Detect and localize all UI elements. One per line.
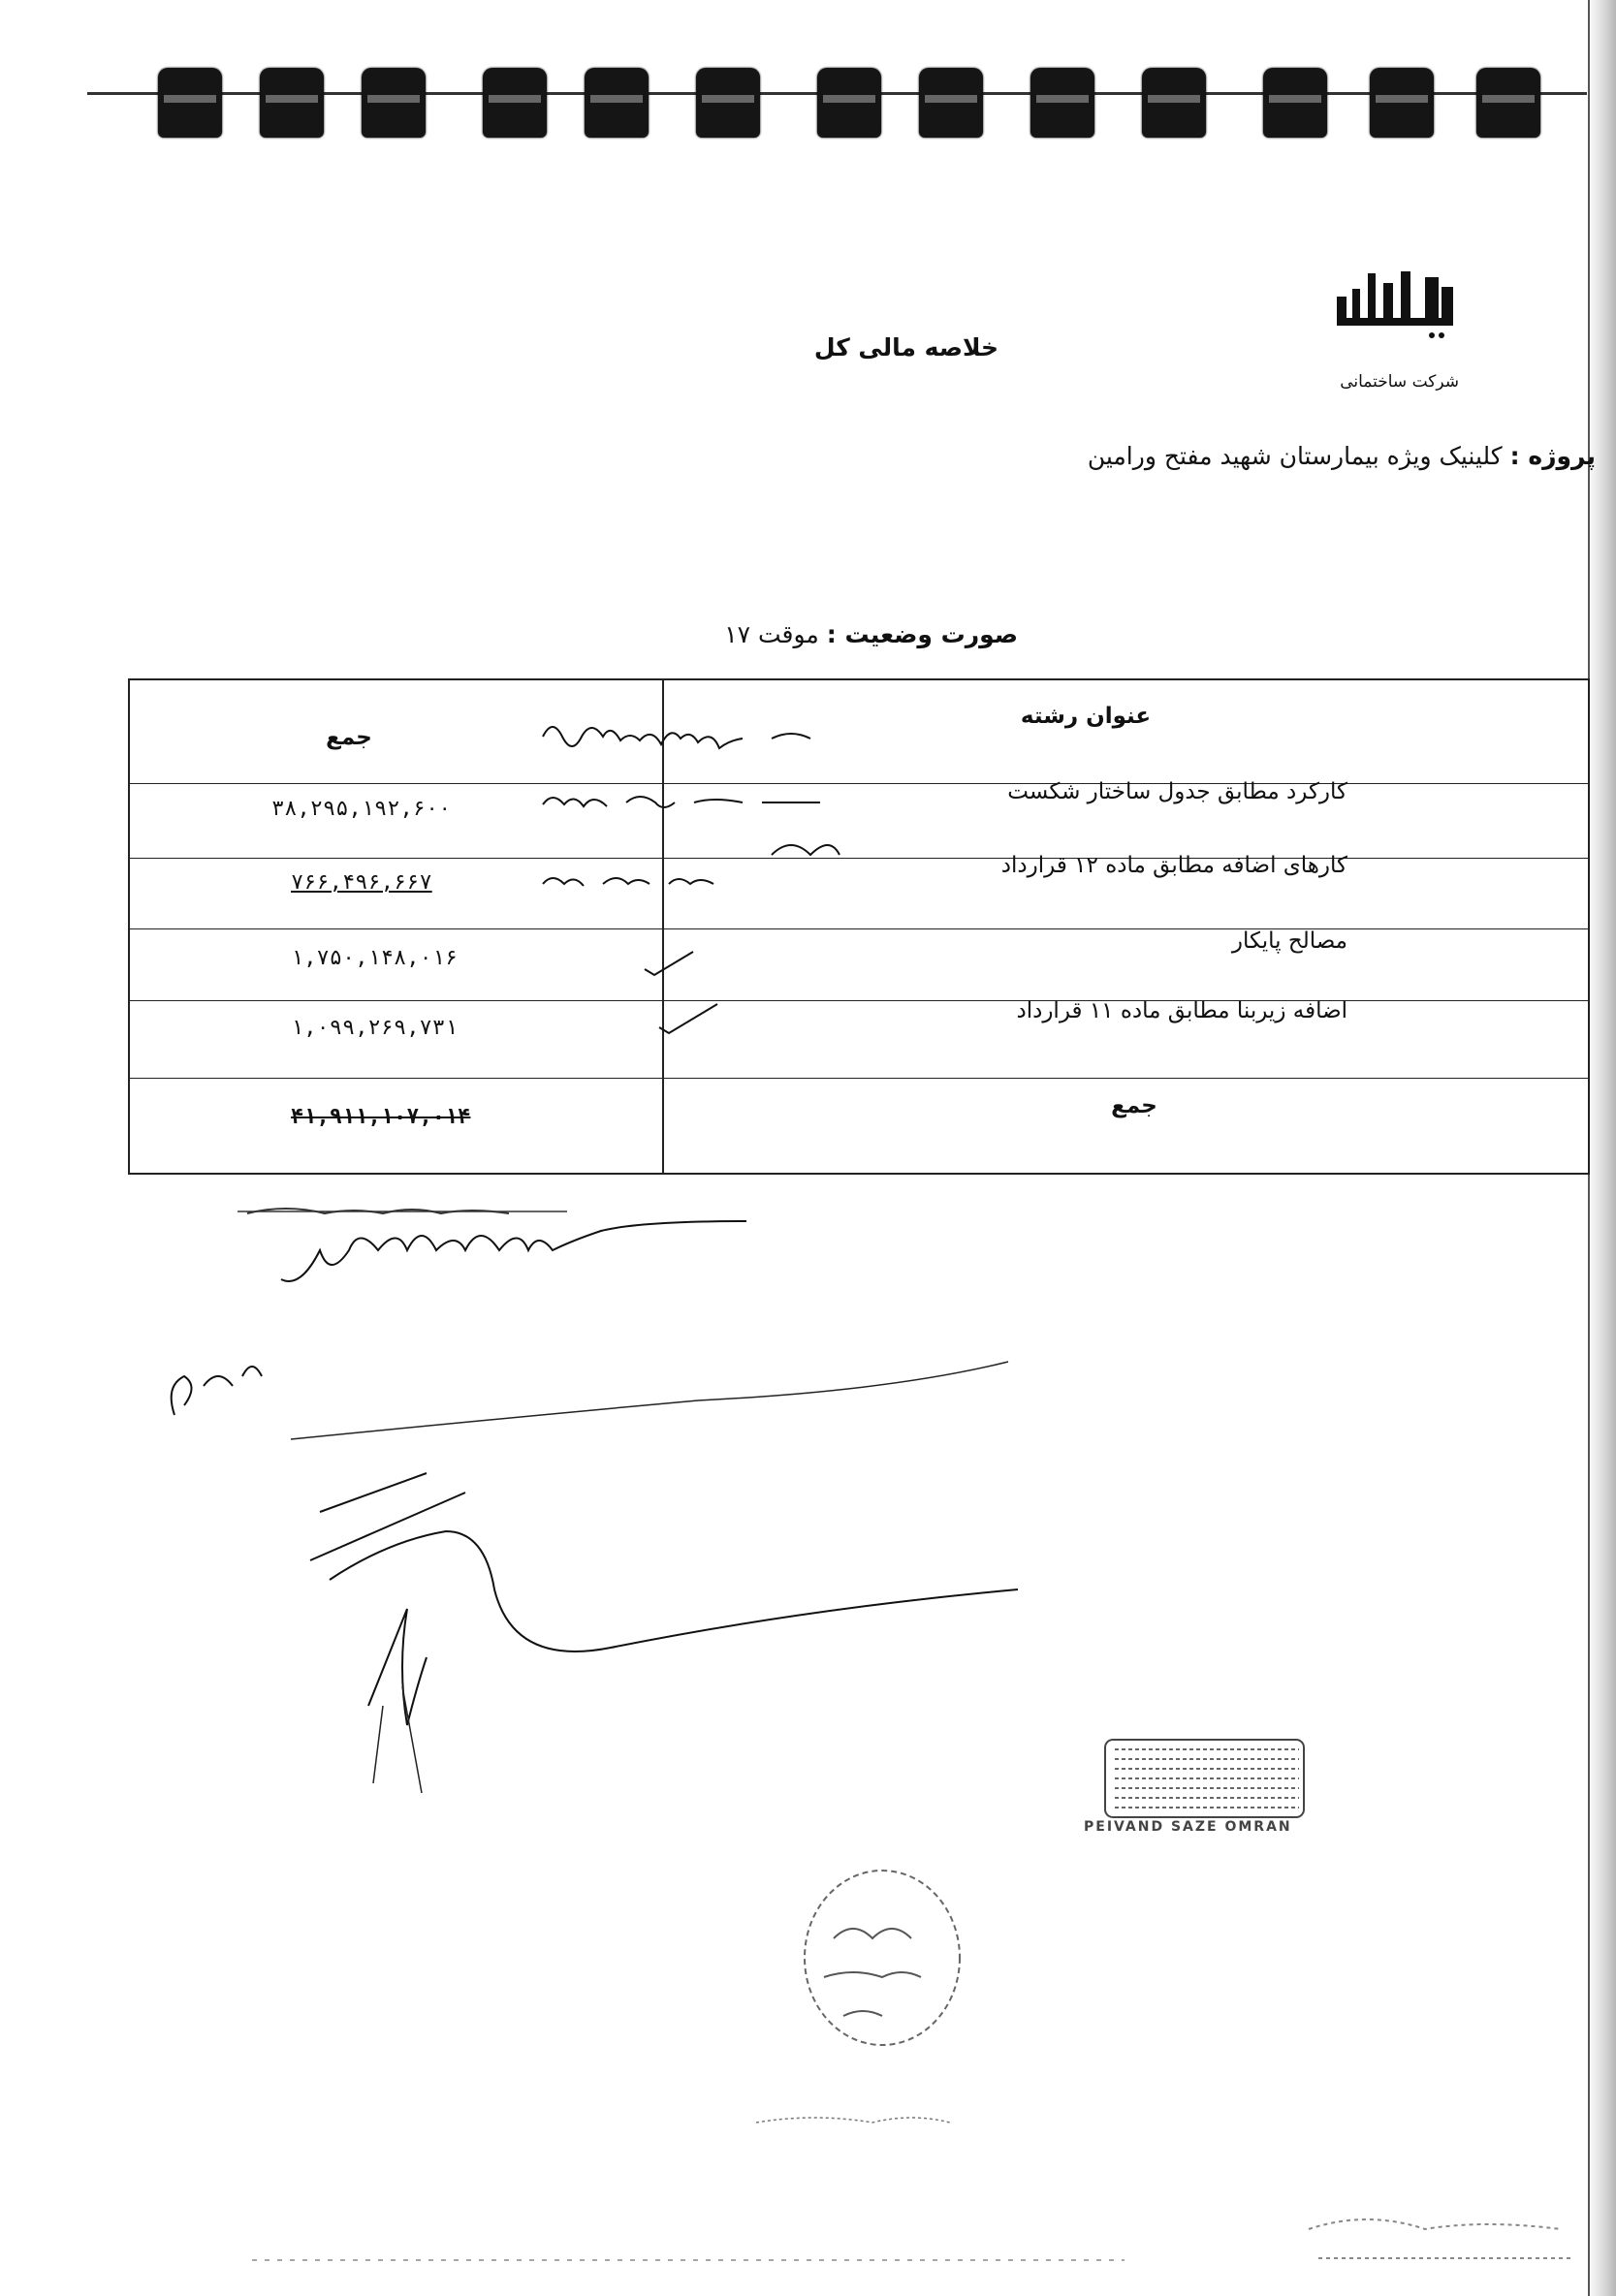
table-row-title: مصالح پایکار [1231,928,1347,954]
status-label: صورت وضعیت : [826,620,1018,648]
project-value: کلینیک ویژه بیمارستان شهید مفتح ورامین [1087,442,1503,470]
table-row-total: ۳۸,۲۹۵,۱۹۲,۶۰۰ [271,797,452,821]
page-title: خلاصه مالی کل [813,333,998,362]
company-stamp-icon [1105,1740,1304,1817]
official-seal-icon [805,1871,960,2045]
table-row-total: ۱,۷۵۰,۱۴۸,۰۱۶ [291,946,459,970]
table-row-title: کارکرد مطابق جدول ساختار شکست [1007,779,1347,804]
stamp-company-name: PEIVAND SAZE OMRAN [1084,1819,1292,1835]
status-value: موقت ۱۷ [724,620,819,648]
company-subtitle: شرکت ساختمانی [1340,372,1459,392]
table-header-title: عنوان رشته [1020,704,1152,729]
table-row-total: ۱,۰۹۹,۲۶۹,۷۳۱ [291,1016,459,1040]
table-header-total: جمع [326,725,372,750]
table-row-total: ۷۶۶,۴۹۶,۶۶۷ [291,870,432,895]
table-sum-label: جمع [1111,1093,1157,1118]
project-label: پروژه : [1509,442,1596,470]
table-row-title: کارهای اضافه مطابق ماده ۱۲ قرارداد [1000,853,1347,878]
table-sum-value: ۴۱,۹۱۱,۱۰۷,۰۱۴ [291,1105,471,1129]
table-row-title: اضافه زیربنا مطابق ماده ۱۱ قرارداد [1016,998,1347,1023]
